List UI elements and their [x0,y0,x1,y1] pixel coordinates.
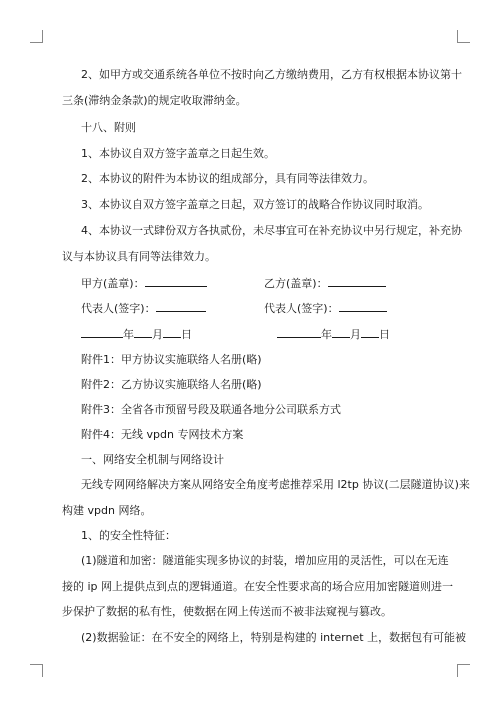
tunnel-encryption-line2: 接的 ip 网上提供点到点的逻辑通道。在安全性要求高的场合应用加密隧道则进一 [62,580,454,593]
party-a-blank [145,276,207,287]
date-b-day: 日 [379,328,390,341]
party-a-label: 甲方(盖章)： [81,277,145,290]
date-b-month-blank [332,327,350,338]
rep-a-label: 代表人(签字)： [81,302,156,315]
clause-18-4-line1: 4、本协议一式肆份双方各执贰份，未尽事宜可在补充协议中另行规定，补充协 [81,224,462,237]
section-18-heading: 十八、附则 [81,121,136,134]
date-a-year-blank [81,327,123,338]
clause-18-4-line2: 议与本协议具有同等法律效力。 [62,250,216,263]
section-network-security-heading: 一、网络安全机制与网络设计 [81,453,224,466]
party-b-label: 乙方(盖章)： [264,277,328,290]
rep-b-label: 代表人(签字)： [264,302,339,315]
party-a-seal [81,276,207,291]
date-b [277,327,390,342]
network-solution-line2: 构建 vpdn 网络。 [62,504,152,517]
date-a-year: 年 [123,328,134,341]
network-solution-line1: 无线专网网络解决方案从网络安全角度考虑推荐采用 l2tp 协议(二层隧道协议)来 [81,478,470,491]
appendix-3: 附件3：全省各市预留号段及联通各地分公司联系方式 [81,403,341,416]
crop-mark-top-left [30,30,43,43]
rep-a-sign [81,301,206,316]
date-a-month-blank [134,327,152,338]
party-b-blank [328,276,386,287]
date-a-month: 月 [152,328,163,341]
party-b-seal [264,276,386,291]
date-b-month: 月 [350,328,361,341]
data-verification-line1: (2)数据验证：在不安全的网络上，特别是构建的 internet 上，数据包有可能被 [81,631,467,644]
date-b-day-blank [361,327,379,338]
rep-a-blank [156,301,206,312]
clause-18-3: 3、本协议自双方签字盖章之日起，双方签订的战略合作协议同时取消。 [81,198,429,211]
crop-mark-top-right [457,30,470,43]
date-a [81,327,192,342]
crop-mark-bottom-left [30,664,43,677]
crop-mark-bottom-right [457,664,470,677]
appendix-1: 附件1：甲方协议实施联络人名册(略) [81,353,262,366]
date-a-day-blank [163,327,181,338]
rep-b-sign [264,301,387,316]
security-features-heading: 1、的安全性特征： [81,529,176,542]
date-b-year-blank [277,327,321,338]
clause-18-2: 2、本协议的附件为本协议的组成部分，具有同等法律效力。 [81,172,374,185]
clause-17-2-line1: 2、如甲方或交通系统各单位不按时向乙方缴纳费用，乙方有权根据本协议第十 [81,68,462,81]
tunnel-encryption-line1: (1)隧道和加密：隧道能实现多协议的封装，增加应用的灵活性，可以在无连 [81,554,449,567]
appendix-2: 附件2：乙方协议实施联络人名册(略) [81,378,262,391]
rep-b-blank [339,301,387,312]
date-a-day: 日 [181,328,192,341]
clause-18-1: 1、本协议自双方签字盖章之日起生效。 [81,147,275,160]
clause-17-2-line2: 三条(滞纳金条款)的规定收取滞纳金。 [62,94,247,107]
tunnel-encryption-line3: 步保护了数据的私有性，使数据在网上传送而不被非法窥视与篡改。 [62,605,392,618]
date-b-year: 年 [321,328,332,341]
appendix-4: 附件4：无线 vpdn 专网技术方案 [81,428,244,441]
